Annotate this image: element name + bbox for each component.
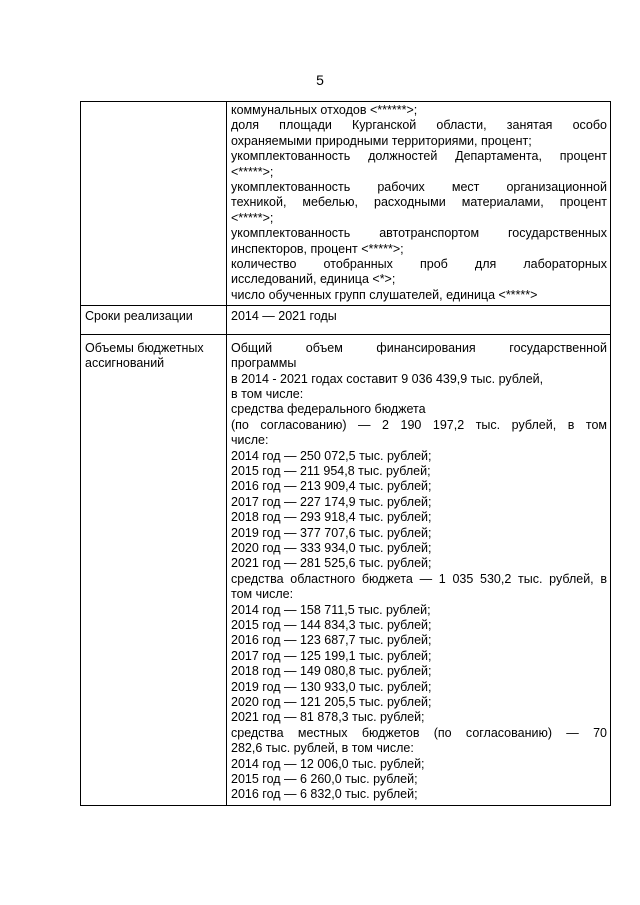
indicator-line: исследований, единица <*>;: [231, 272, 396, 287]
budget-line: 2019 год — 377 707,6 тыс. рублей;: [231, 525, 432, 540]
indicator-line: <*****>;: [231, 164, 274, 179]
budget-line: средства федерального бюджета: [231, 402, 426, 417]
budget-line: 2016 год — 213 909,4 тыс. рублей;: [231, 479, 432, 494]
budget-line: 2021 год — 281 525,6 тыс. рублей;: [231, 556, 432, 571]
indicators-list: [231, 103, 607, 303]
budget-line: числе:: [231, 433, 269, 448]
budget-line: 2015 год — 211 954,8 тыс. рублей;: [231, 463, 431, 478]
term-label: Сроки реализации: [81, 306, 227, 334]
budget-line: Общий объем финансирования государственной: [231, 340, 607, 355]
budget-line: 2015 год — 6 260,0 тыс. рублей;: [231, 772, 418, 787]
budget-line: 2014 год — 12 006,0 тыс. рублей;: [231, 756, 425, 771]
budget-line: в том числе:: [231, 386, 304, 401]
indicators-row: [81, 102, 611, 306]
indicator-line: техникой, мебелью, расходными материалами, процент: [231, 195, 607, 210]
budget-lines: [231, 341, 607, 803]
indicator-line: инспекторов, процент <*****>;: [231, 241, 404, 256]
budget-line: 2016 год — 6 832,0 тыс. рублей;: [231, 787, 418, 802]
budget-line: в 2014 - 2021 годах составит 9 036 439,9 тыс. рублей,: [231, 371, 544, 386]
indicator-line: <*****>;: [231, 210, 274, 225]
indicator-line: доля площади Курганской области, занятая особо: [231, 118, 607, 133]
budget-line: том числе:: [231, 587, 294, 602]
indicator-line: коммунальных отходов <******>;: [231, 103, 418, 117]
term-row: [81, 306, 611, 334]
indicator-line: укомплектованность рабочих мест организационной: [231, 180, 607, 195]
budget-line: 2020 год — 121 205,5 тыс. рублей;: [231, 695, 432, 710]
budget-line: (по согласованию) — 2 190 197,2 тыс. рублей, в том: [231, 417, 607, 432]
indicator-line: укомплектованность должностей Департамента, процент: [231, 149, 607, 164]
budget-line: 2021 год — 81 878,3 тыс. рублей;: [231, 710, 425, 725]
budget-line: 2017 год — 227 174,9 тыс. рублей;: [231, 494, 432, 509]
budget-content-cell: [227, 334, 611, 805]
indicator-line: охраняемыми природными территориями, процент;: [231, 133, 532, 148]
indicator-line: укомплектованность автотранспортом государственных: [231, 226, 607, 241]
page-number: 5: [316, 72, 324, 88]
budget-line: 2014 год — 250 072,5 тыс. рублей;: [231, 448, 432, 463]
budget-line: 282,6 тыс. рублей, в том числе:: [231, 741, 414, 756]
budget-line: 2015 год — 144 834,3 тыс. рублей;: [231, 618, 432, 632]
budget-line: программы: [231, 356, 297, 371]
budget-line: 2017 год — 125 199,1 тыс. рублей;: [231, 648, 432, 663]
program-passport-table: [80, 101, 611, 806]
indicator-line: количество отобранных проб для лабораторных: [231, 257, 607, 272]
budget-line: 2019 год — 130 933,0 тыс. рублей;: [231, 679, 432, 694]
budget-line: 2016 год — 123 687,7 тыс. рублей;: [231, 633, 432, 648]
budget-label-line: ассигнований: [85, 356, 165, 371]
budget-line: средства местных бюджетов (по согласованию) — 70: [231, 725, 607, 740]
indicators-content-cell: [227, 102, 611, 306]
budget-line: средства областного бюджета — 1 035 530,2 тыс. рублей, в: [231, 571, 607, 586]
budget-row: [81, 334, 611, 805]
term-value: 2014 — 2021 годы: [227, 306, 611, 334]
budget-label-cell: [81, 334, 227, 805]
indicator-line: число обученных групп слушателей, единица <*****>: [231, 287, 538, 302]
indicators-label-cell: [81, 102, 227, 306]
budget-label-line: Объемы бюджетных: [85, 340, 204, 355]
budget-line: 2020 год — 333 934,0 тыс. рублей;: [231, 540, 432, 555]
budget-line: 2014 год — 158 711,5 тыс. рублей;: [231, 602, 431, 617]
budget-line: 2018 год — 149 080,8 тыс. рублей;: [231, 664, 432, 679]
budget-line: 2018 год — 293 918,4 тыс. рублей;: [231, 510, 432, 525]
